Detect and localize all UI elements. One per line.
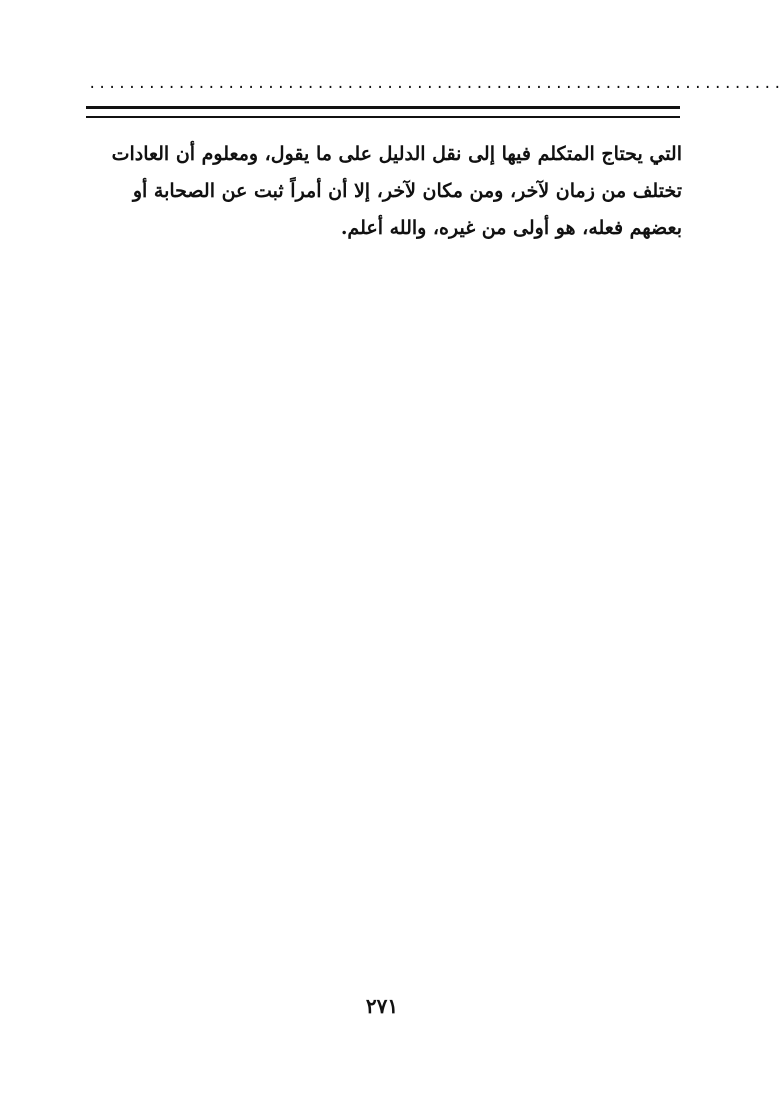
body-line-3: بعضهم فعله، هو أولى من غيره، والله أعلم.	[340, 217, 682, 239]
body-line-1: التي يحتاج المتكلم فيها إلى نقل الدليل على ما يقول، ومعلوم أن العادات	[111, 143, 682, 165]
body-line-2: تختلف من زمان لآخر، ومن مكان لآخر، إلا أن أمراً ثبت عن الصحابة أو	[132, 180, 682, 202]
header-rule-thick	[86, 106, 680, 109]
header-rule-thin	[86, 116, 680, 118]
page-number: ٢٧١	[365, 994, 399, 1018]
body-paragraph	[82, 136, 682, 247]
dotted-separator: ......................................................................	[88, 76, 783, 92]
